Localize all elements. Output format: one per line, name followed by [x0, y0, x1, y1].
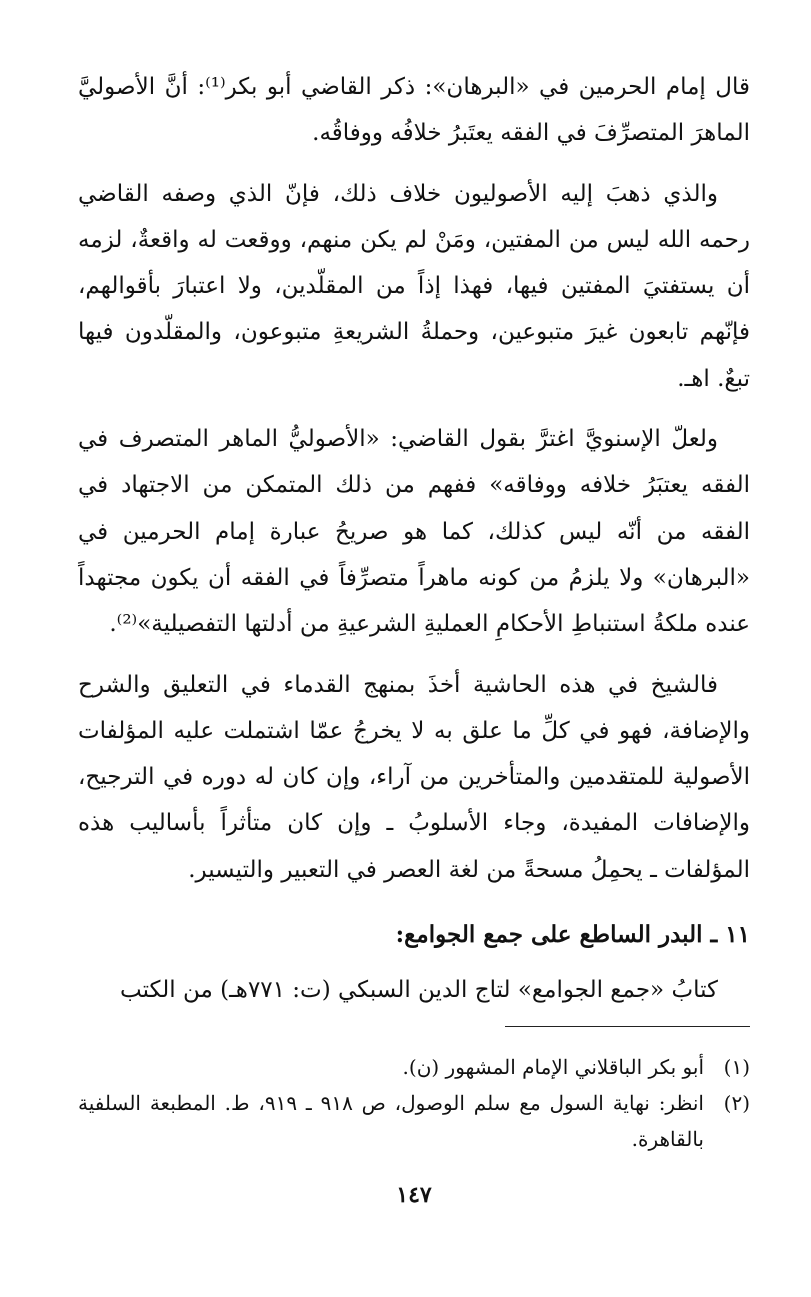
paragraph-5: كتابُ «جمع الجوامع» لتاج الدين السبكي (ت: ٧٧١هـ) من الكتب — [120, 977, 718, 1004]
footnotes — [78, 1049, 750, 1157]
footnote-number: (١) — [723, 1055, 750, 1079]
footnote-number: (٢) — [723, 1091, 750, 1115]
paragraph-4: فالشيخ في هذه الحاشية أخذَ بمنهج القدماء في التعليق والشرح والإضافة، فهو في كلِّ ما علق به لا يخرجُ عمّا اشتملت عليه المؤلفات الأصولية للمتقدمين والمتأخرين من آراء، وإن كان له دوره في الترجيح، والإضافات المفيدة، وجاء الأسلوبُ ـ وإن كان متأثراً بأساليب هذه المؤلفات ـ يحمِلُ مسحةً من لغة العصر في التعبير والتيسير. — [78, 671, 750, 883]
paragraph-3: ولعلّ الإسنويَّ اغترَّ بقول القاضي: «الأصوليُّ الماهر المتصرف في الفقه يعتبَرُ خلافه ووفاقه» ففهم من ذلك المتمكن من الاجتهاد في الفقه من أنّه ليس كذلك، كما هو صريحُ عبارة إمام الحرمين في «البرهان» ولا يلزمُ من كونه ماهراً متصرِّفاً في الفقه أن يكون مجتهداً عنده ملكةُ استنباطِ الأحكامِ العمليةِ الشرعيةِ من أدلتها التفصيلية»⁽²⁾. — [78, 426, 750, 638]
book-page — [78, 64, 750, 1244]
page-number: ١٤٧ — [396, 1182, 432, 1208]
paragraph-1: قال إمام الحرمين في «البرهان»: ذكر القاضي أبو بكر⁽¹⁾: أنَّ الأصوليَّ الماهرَ المتصرِّفَ في الفقه يعتَبرُ خلافُه ووفاقُه. — [78, 74, 750, 147]
footnote-2 — [78, 1085, 750, 1157]
footnote-text: أبو بكر الباقلاني الإمام المشهور (ن). — [402, 1055, 704, 1079]
footnote-text: انظر: نهاية السول مع سلم الوصول، ص ٩١٨ ـ ٩١٩، ط. المطبعة السلفية بالقاهرة. — [78, 1091, 704, 1151]
footnote-1 — [78, 1049, 750, 1085]
paragraph-2: والذي ذهبَ إليه الأصوليون خلاف ذلك، فإنّ الذي وصفه القاضي رحمه الله ليس من المفتين، ومَنْ لم يكن منهم، ووقعت له واقعةٌ، لزمه أن يستفتيَ المفتين فيها، فهذا إذاً من المقلّدين، ولا اعتبارَ بأقوالهم، فإنّهم تابعون غيرَ متبوعين، وحملةُ الشريعةِ متبوعون، والمقلّدون فيها تبعٌ. اهـ. — [78, 180, 750, 392]
section-heading: ١١ ـ البدر الساطع على جمع الجوامع: — [395, 921, 750, 949]
footnote-separator — [505, 1026, 750, 1027]
